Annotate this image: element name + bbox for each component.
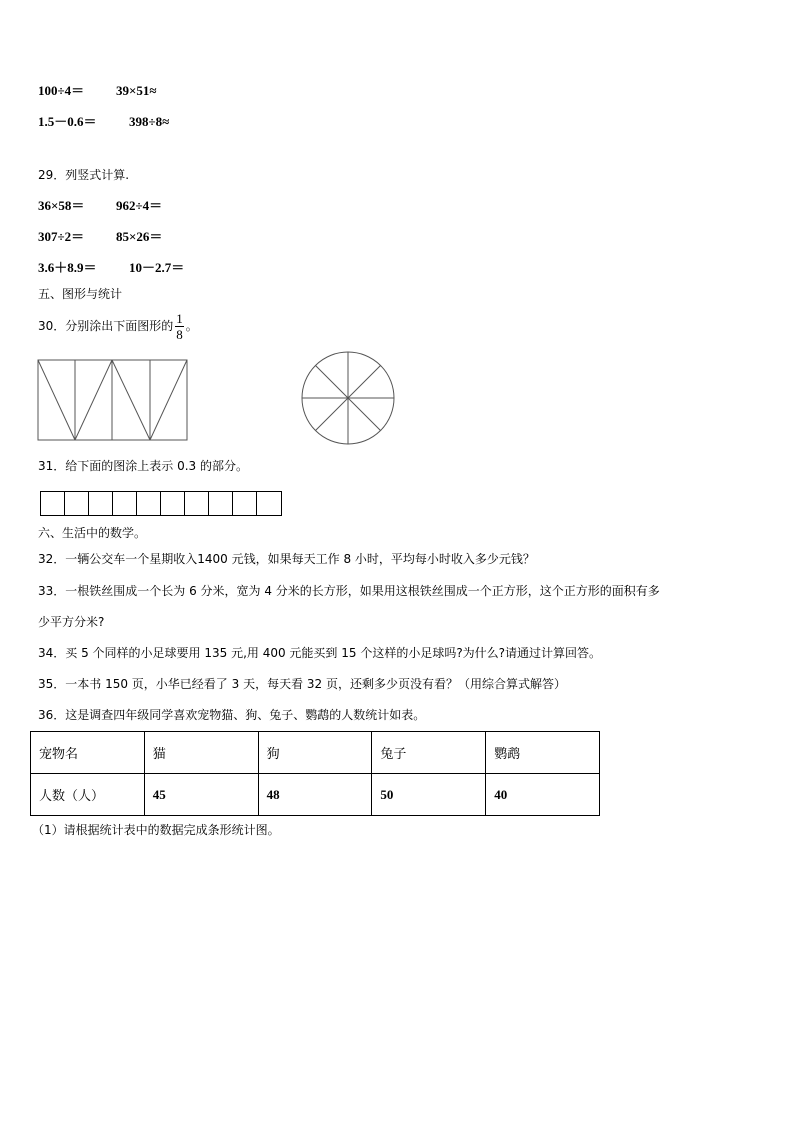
bar-cell[interactable]	[209, 492, 233, 515]
calc-line-2	[38, 114, 169, 130]
q30-prefix: 30．分别涂出下面图形的	[38, 319, 174, 333]
table-cell: 猫	[144, 732, 258, 774]
table-header-row	[31, 732, 600, 774]
diagonal-line	[38, 360, 75, 440]
question-35: 35．一本书 150 页，小华已经看了 3 天，每天看 32 页，还剩多少页没有看？（用综合算式解答）	[38, 677, 566, 691]
calc-expr: 100÷4＝	[38, 83, 85, 98]
calc-expr: 39×51≈	[116, 83, 157, 98]
table-cell: 45	[144, 774, 258, 816]
table-cell: 狗	[258, 732, 372, 774]
diagonal-line	[112, 360, 150, 440]
bar-cell[interactable]	[257, 492, 281, 515]
question-31: 31．给下面的图涂上表示 0.3 的部分。	[38, 459, 248, 473]
question-29-title: 29．列竖式计算.	[38, 168, 130, 182]
calc-expr: 962÷4＝	[116, 198, 163, 213]
bar-cell[interactable]	[233, 492, 257, 515]
bar-cell[interactable]	[185, 492, 209, 515]
calc-expr: 1.5－0.6＝	[38, 114, 97, 129]
diagonal-line	[75, 360, 112, 440]
section-6-heading: 六、生活中的数学。	[38, 526, 147, 540]
table-cell: 兔子	[372, 732, 486, 774]
table-row	[31, 774, 600, 816]
q30-suffix: 。	[185, 319, 198, 333]
question-36: 36．这是调查四年级同学喜欢宠物猫、狗、兔子、鹦鹉的人数统计如表。	[38, 708, 426, 722]
fraction-one-eighth	[175, 311, 184, 342]
section-5-heading: 五、图形与统计	[38, 287, 123, 301]
calc-expr: 36×58＝	[38, 198, 85, 213]
calc-line-1	[38, 83, 157, 99]
question-34: 34．买 5 个同样的小足球要用 135 元,用 400 元能买到 15 个这样的小足球吗?为什么?请通过计算回答。	[38, 646, 602, 660]
pet-statistics-table	[30, 731, 600, 816]
bar-cell[interactable]	[41, 492, 65, 515]
bar-cell[interactable]	[161, 492, 185, 515]
fraction-denominator: 8	[176, 327, 183, 342]
calc-line-4	[38, 229, 162, 245]
question-36-part-1: （1）请根据统计表中的数据完成条形统计图。	[32, 823, 280, 837]
table-cell: 鹦鹉	[486, 732, 600, 774]
question-30	[38, 309, 198, 343]
table-cell: 人数（人）	[31, 774, 145, 816]
table-cell: 48	[258, 774, 372, 816]
calc-expr: 10－2.7＝	[129, 260, 185, 275]
calc-expr: 307÷2＝	[38, 229, 85, 244]
rectangle-triangles-figure[interactable]	[37, 359, 189, 442]
circle-sectors-figure[interactable]	[299, 349, 397, 447]
calc-line-5	[38, 260, 184, 276]
calc-expr: 85×26＝	[116, 229, 163, 244]
question-32: 32．一辆公交车一个星期收入1400 元钱，如果每天工作 8 小时，平均每小时收入多少元钱？	[38, 552, 535, 566]
fraction-numerator: 1	[176, 311, 183, 326]
table-cell: 宠物名	[31, 732, 145, 774]
table-cell: 40	[486, 774, 600, 816]
question-33-line-1: 33．一根铁丝围成一个长为 6 分米，宽为 4 分米的长方形，如果用这根铁丝围成一个正方形，这个正方形的面积有多	[38, 584, 660, 598]
calc-line-3	[38, 198, 162, 214]
diagonal-line	[150, 360, 187, 440]
table-cell: 50	[372, 774, 486, 816]
bar-cell[interactable]	[113, 492, 137, 515]
bar-cell[interactable]	[65, 492, 89, 515]
ten-cell-bar[interactable]	[40, 491, 282, 516]
bar-cell[interactable]	[137, 492, 161, 515]
bar-cell[interactable]	[89, 492, 113, 515]
calc-expr: 3.6＋8.9＝	[38, 260, 97, 275]
calc-expr: 398÷8≈	[129, 114, 170, 129]
question-33-line-2: 少平方分米?	[38, 615, 105, 629]
